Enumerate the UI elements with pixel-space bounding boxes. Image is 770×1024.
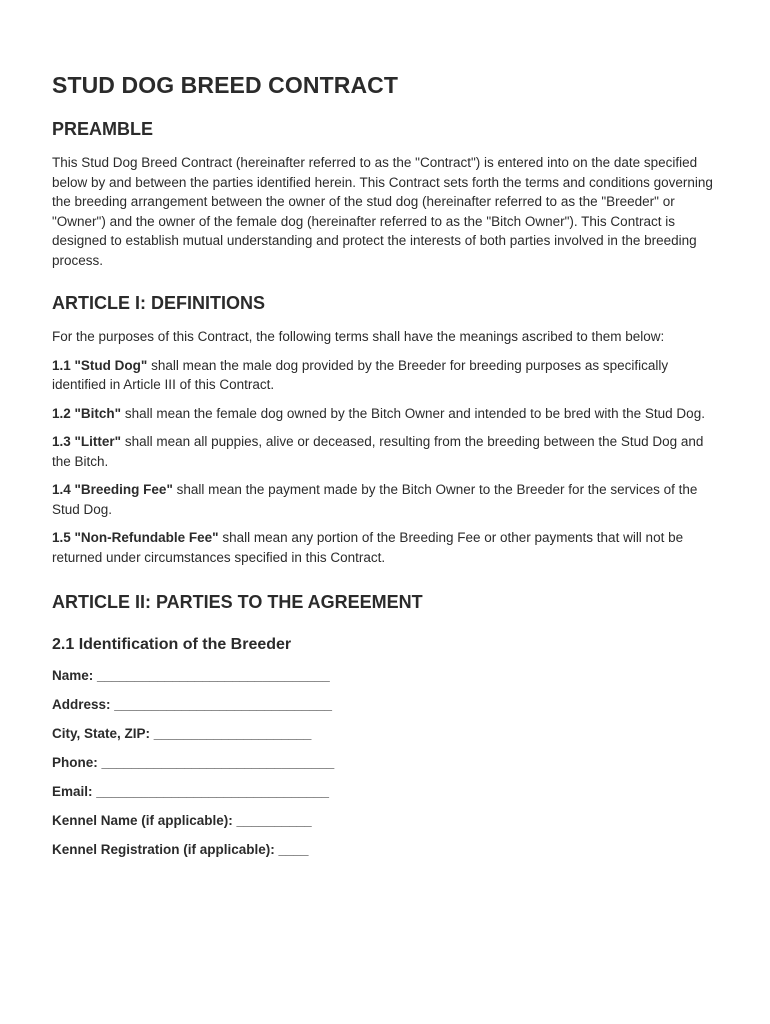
definition-text: shall mean any portion of the Breeding Fee or other payments that will not be returned under circumstances specified in this Contract.: [52, 530, 684, 565]
breeder-city-state-zip-field[interactable]: City, State, ZIP: _____________________: [52, 726, 312, 741]
definition-text: shall mean the female dog owned by the Bitch Owner and intended to be bred with the Stud Dog.: [121, 405, 705, 421]
definition-term: 1.5 "Non-Refundable Fee": [52, 530, 219, 545]
preamble-text: This Stud Dog Breed Contract (hereinafter referred to as the "Contract") is entered into on the date specified below by and between the parties identified herein. This Contract sets forth the terms and conditions governing the breeding arrangement between the owner of the stud dog (hereinafter referred to as the "Breeder" or "Owner") and the owner of the female dog (hereinafter referred to as the "Bitch Owner"). This Contract is designed to establish mutual understanding and protect the interests of both parties involved in the breeding process.: [52, 155, 713, 268]
breeder-email-field[interactable]: Email: _______________________________: [52, 784, 330, 799]
definition-item: [52, 528, 718, 567]
definition-item: [52, 404, 718, 424]
breeder-name-field[interactable]: Name: _______________________________: [52, 668, 330, 683]
definition-text: shall mean the male dog provided by the Breeder for breeding purposes as specifically identified in Article III of this Contract.: [52, 357, 669, 392]
definition-term: 1.3 "Litter": [52, 434, 122, 449]
definition-term: 1.4 "Breeding Fee": [52, 482, 173, 497]
breeder-identification-heading: 2.1 Identification of the Breeder: [52, 636, 292, 653]
article1-intro: For the purposes of this Contract, the following terms shall have the meanings ascribed to them below:: [52, 329, 665, 344]
article2-heading: ARTICLE II: PARTIES TO THE AGREEMENT: [52, 592, 423, 612]
definition-item: [52, 432, 718, 471]
breeder-address-field[interactable]: Address: _____________________________: [52, 697, 332, 712]
kennel-name-field[interactable]: Kennel Name (if applicable): __________: [52, 813, 312, 828]
definition-term: 1.1 "Stud Dog": [52, 357, 148, 373]
kennel-registration-field[interactable]: Kennel Registration (if applicable): ____: [52, 842, 309, 857]
article1-heading: ARTICLE I: DEFINITIONS: [52, 293, 265, 313]
definition-item: [52, 480, 718, 519]
definition-term: 1.2 "Bitch": [52, 405, 122, 421]
document-title: STUD DOG BREED CONTRACT: [52, 72, 399, 98]
definition-item: [52, 356, 718, 395]
breeder-phone-field[interactable]: Phone: _______________________________: [52, 755, 335, 770]
preamble-heading: PREAMBLE: [52, 119, 154, 139]
definition-text: shall mean all puppies, alive or deceased, resulting from the breeding between the Stud Dog and the Bitch.: [52, 434, 704, 469]
definition-text: shall mean the payment made by the Bitch Owner to the Breeder for the services of the Stud Dog.: [52, 482, 698, 517]
